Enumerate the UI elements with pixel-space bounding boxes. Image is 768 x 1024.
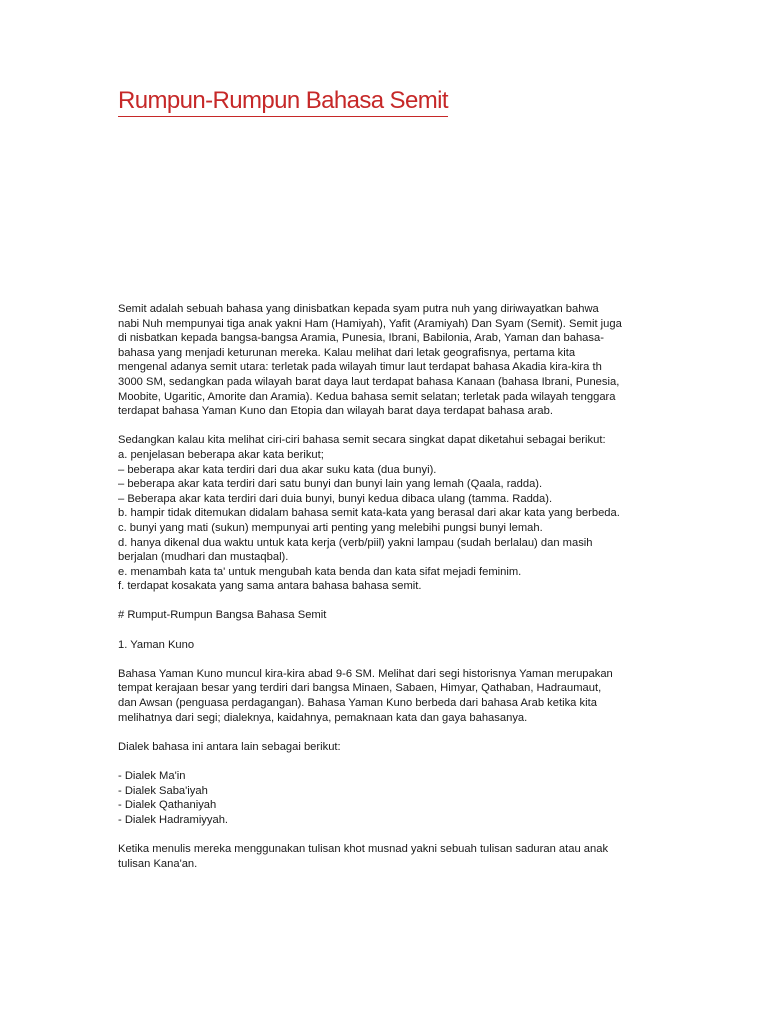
paragraph-spacer bbox=[118, 623, 658, 638]
paragraph-line: dan Awsan (penguasa perdagangan). Bahasa Yaman Kuno berbeda dari bahasa Arab ketika kita bbox=[118, 697, 597, 710]
yaman-paragraph bbox=[118, 667, 658, 725]
list-item: - Dialek Ma'in bbox=[118, 770, 186, 782]
paragraph-line: bahasa yang menjadi keturunan mereka. Kalau melihat dari letak geografisnya, pertama kita bbox=[118, 346, 576, 359]
dialect-list bbox=[118, 769, 658, 827]
list-item: berjalan (mudhari dan mustaqbal). bbox=[118, 551, 289, 564]
paragraph-line: di nisbatkan kepada bangsa-bangsa Aramia, Punesia, Ibrani, Babilonia, Arab, Yaman dan bahasa- bbox=[118, 332, 604, 345]
features-paragraph bbox=[118, 433, 658, 594]
paragraph-line: Bahasa Yaman Kuno muncul kira-kira abad 9-6 SM. Melihat dari segi historisnya Yaman merupakan bbox=[118, 667, 613, 680]
list-item: – beberapa akar kata terdiri dari satu bunyi dan bunyi lain yang lemah (Qaala, radda). bbox=[118, 478, 543, 491]
paragraph-line: Sedangkan kalau kita melihat ciri-ciri bahasa semit secara singkat dapat diketahui sebagai berikut: bbox=[118, 434, 606, 447]
paragraph-line: Ketika menulis mereka menggunakan tulisan khot musnad yakni sebuah tulisan saduran atau anak bbox=[118, 842, 609, 855]
paragraph-line: nabi Nuh mempunyai tiga anak yakni Ham (Hamiyah), Yafit (Aramiyah) Dan Syam (Semit). Semit juga bbox=[118, 317, 622, 330]
list-item: – beberapa akar kata terdiri dari dua akar suku kata (dua bunyi). bbox=[118, 463, 437, 476]
paragraph-line: 3000 SM, sedangkan pada wilayah barat daya laut terdapat bahasa Kanaan (bahasa Ibrani, Punesia, bbox=[118, 375, 620, 388]
list-item: c. bunyi yang mati (sukun) mempunyai arti penting yang melebihi pungsi bunyi lemah. bbox=[118, 521, 543, 534]
document-body bbox=[118, 302, 658, 871]
intro-paragraph bbox=[118, 302, 658, 419]
paragraph-line: terdapat bahasa Yaman Kuno dan Etopia dan wilayah barat daya terdapat bahasa arab. bbox=[118, 405, 553, 418]
paragraph-line: Semit adalah sebuah bahasa yang dinisbatkan kepada syam putra nuh yang diriwayatkan bahwa bbox=[118, 303, 599, 315]
list-item: - Dialek Qathaniyah bbox=[118, 799, 217, 812]
closing-paragraph bbox=[118, 842, 658, 871]
dialect-intro: Dialek bahasa ini antara lain sebagai berikut: bbox=[118, 740, 341, 753]
paragraph-spacer bbox=[118, 725, 658, 740]
paragraph-spacer bbox=[118, 754, 658, 769]
subsection-heading: 1. Yaman Kuno bbox=[118, 638, 195, 651]
paragraph-spacer bbox=[118, 652, 658, 667]
list-item: - Dialek Hadramiyyah. bbox=[118, 813, 229, 826]
list-item: a. penjelasan beberapa akar kata berikut; bbox=[118, 448, 324, 461]
paragraph-line: Moobite, Ugaritic, Amorite dan Aramia). Kedua bahasa semit selatan; terletak pada wilayah tenggara bbox=[118, 390, 616, 403]
paragraph-line: mengenal adanya semit utara: terletak pada wilayah timur laut terdapat bahasa Akadia kira-kira th bbox=[118, 361, 602, 374]
list-item: – Beberapa akar kata terdiri dari duia bunyi, bunyi kedua dibaca ulang (tamma. Radda). bbox=[118, 492, 553, 505]
list-item: b. hampir tidak ditemukan didalam bahasa semit kata-kata yang berasal dari akar kata yang berbeda. bbox=[118, 507, 620, 520]
paragraph-line: tempat kerajaan besar yang terdiri dari bangsa Minaen, Sabaen, Himyar, Qathaban, Hadraumaut, bbox=[118, 682, 602, 695]
section-heading: # Rumput-Rumpun Bangsa Bahasa Semit bbox=[118, 609, 327, 622]
paragraph-spacer bbox=[118, 827, 658, 842]
document-title: Rumpun-Rumpun Bahasa Semit bbox=[118, 86, 448, 117]
paragraph-line: tulisan Kana'an. bbox=[118, 857, 198, 870]
list-item: f. terdapat kosakata yang sama antara bahasa bahasa semit. bbox=[118, 580, 422, 593]
paragraph-spacer bbox=[118, 594, 658, 609]
paragraph-spacer bbox=[118, 419, 658, 434]
list-item: e. menambah kata ta' untuk mengubah kata benda dan kata sifat mejadi feminim. bbox=[118, 565, 522, 578]
list-item: - Dialek Saba'iyah bbox=[118, 784, 208, 797]
paragraph-line: melihatnya dari segi; dialeknya, kaidahnya, pemaknaan kata dan gaya bahasanya. bbox=[118, 711, 528, 724]
list-item: d. hanya dikenal dua waktu untuk kata kerja (verb/piil) yakni lampau (sudah berlalau) dan masih bbox=[118, 536, 593, 549]
